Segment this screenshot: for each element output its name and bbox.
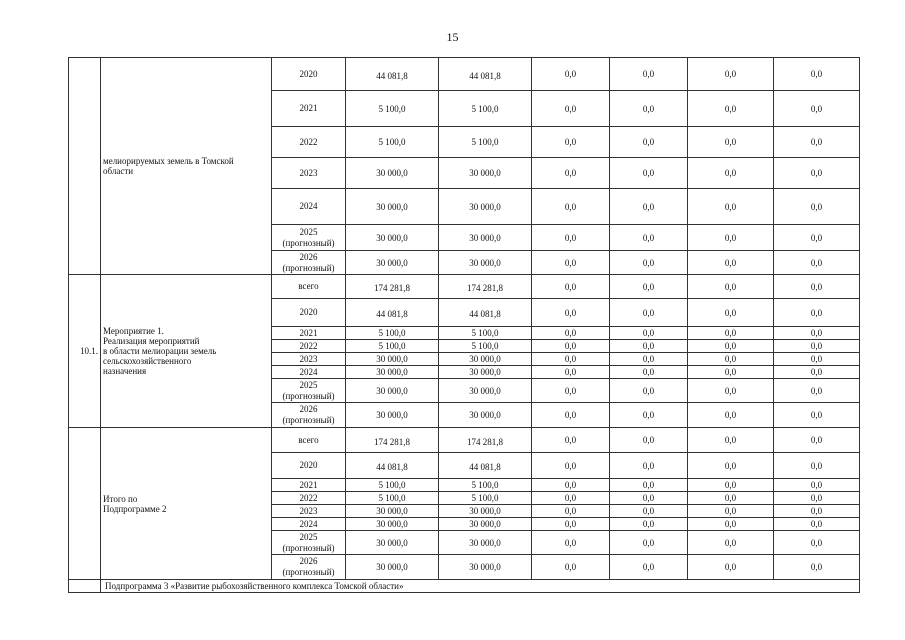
block-b-number-cell: [69, 275, 101, 428]
value-cell-c3: 0,0: [532, 379, 610, 403]
year-cell: [272, 340, 346, 353]
value-cell-fed: 30 000,0: [439, 403, 532, 428]
value-cell-c3: 0,0: [532, 225, 610, 251]
year-label: 2025: [299, 226, 318, 237]
value-cell-c4: 0,0: [610, 189, 688, 225]
value-cell-c5: 0,0: [688, 479, 774, 492]
value-cell-c5: 0,0: [688, 492, 774, 505]
value-cell-c5: 0,0: [688, 555, 774, 580]
value-cell-total: 30 000,0: [346, 158, 439, 189]
value-cell-c4: 0,0: [610, 379, 688, 403]
year-label: 2021: [299, 327, 318, 338]
year-label: всего: [298, 434, 319, 445]
year-label: 2024: [299, 201, 318, 211]
value-cell-c5: 0,0: [688, 251, 774, 275]
value-cell-c6: 0,0: [774, 275, 860, 299]
value-cell-fed: 30 000,0: [439, 379, 532, 403]
year-note: (прогнозный): [282, 262, 335, 273]
value-cell-fed: 30 000,0: [439, 505, 532, 518]
year-label: 2023: [299, 353, 318, 364]
value-cell-fed: 30 000,0: [439, 531, 532, 555]
value-cell-fed: 30 000,0: [439, 225, 532, 251]
year-cell: [272, 91, 346, 127]
value-cell-c6: 0,0: [774, 555, 860, 580]
value-cell-c5: 0,0: [688, 353, 774, 366]
value-cell-total: 44 081,8: [346, 453, 439, 479]
value-cell-fed: 44 081,8: [439, 453, 532, 479]
year-cell: [272, 518, 346, 531]
block-a-row: [69, 58, 860, 91]
year-label: 2023: [299, 167, 318, 178]
value-cell-total: 5 100,0: [346, 127, 439, 158]
value-cell-c3: 0,0: [532, 340, 610, 353]
year-note: (прогнозный): [282, 542, 335, 553]
value-cell-c6: 0,0: [774, 189, 860, 225]
value-cell-c4: 0,0: [610, 453, 688, 479]
value-cell-c3: 0,0: [532, 518, 610, 531]
value-cell-fed: 5 100,0: [439, 340, 532, 353]
value-cell-c3: 0,0: [532, 91, 610, 127]
value-cell-c4: 0,0: [610, 353, 688, 366]
value-cell-fed: 5 100,0: [439, 127, 532, 158]
value-cell-c3: 0,0: [532, 453, 610, 479]
value-cell-total: 30 000,0: [346, 555, 439, 580]
value-cell-c6: 0,0: [774, 91, 860, 127]
value-cell-c3: 0,0: [532, 479, 610, 492]
value-cell-c5: 0,0: [688, 58, 774, 91]
value-cell-total: 44 081,8: [346, 58, 439, 91]
year-cell: [272, 251, 346, 275]
item-name: Итого по Подпрограмме 2: [103, 493, 167, 514]
value-cell-c4: 0,0: [610, 127, 688, 158]
value-cell-total: 30 000,0: [346, 531, 439, 555]
value-cell-c5: 0,0: [688, 531, 774, 555]
subprogram-3-number-cell: [69, 580, 101, 593]
year-cell: [272, 531, 346, 555]
value-cell-c6: 0,0: [774, 366, 860, 379]
value-cell-c4: 0,0: [610, 403, 688, 428]
value-cell-c5: 0,0: [688, 127, 774, 158]
value-cell-fed: 30 000,0: [439, 366, 532, 379]
value-cell-c6: 0,0: [774, 225, 860, 251]
value-cell-fed: 174 281,8: [439, 275, 532, 299]
year-cell: [272, 225, 346, 251]
year-label: 2025: [299, 379, 318, 390]
year-cell: [272, 453, 346, 479]
year-cell: [272, 492, 346, 505]
value-cell-c6: 0,0: [774, 531, 860, 555]
page-number: 15: [446, 30, 459, 44]
value-cell-total: 5 100,0: [346, 340, 439, 353]
value-cell-fed: 5 100,0: [439, 492, 532, 505]
year-label: 2026: [299, 404, 318, 414]
value-cell-c6: 0,0: [774, 479, 860, 492]
year-note: (прогнозный): [282, 567, 335, 577]
value-cell-c4: 0,0: [610, 299, 688, 327]
value-cell-c6: 0,0: [774, 518, 860, 531]
value-cell-total: 5 100,0: [346, 91, 439, 127]
value-cell-c5: 0,0: [688, 91, 774, 127]
value-cell-total: 30 000,0: [346, 379, 439, 403]
value-cell-fed: 30 000,0: [439, 518, 532, 531]
value-cell-total: 30 000,0: [346, 189, 439, 225]
year-label: 2021: [299, 103, 318, 113]
value-cell-c5: 0,0: [688, 379, 774, 403]
value-cell-total: 174 281,8: [346, 275, 439, 299]
value-cell-total: 5 100,0: [346, 327, 439, 340]
value-cell-c3: 0,0: [532, 492, 610, 505]
value-cell-c4: 0,0: [610, 505, 688, 518]
value-cell-c5: 0,0: [688, 518, 774, 531]
year-cell: [272, 327, 346, 340]
year-cell: [272, 379, 346, 403]
value-cell-c3: 0,0: [532, 366, 610, 379]
value-cell-c5: 0,0: [688, 505, 774, 518]
value-cell-c6: 0,0: [774, 492, 860, 505]
value-cell-c3: 0,0: [532, 403, 610, 428]
value-cell-c3: 0,0: [532, 127, 610, 158]
value-cell-c6: 0,0: [774, 327, 860, 340]
year-cell: [272, 353, 346, 366]
value-cell-fed: 30 000,0: [439, 251, 532, 275]
value-cell-c6: 0,0: [774, 299, 860, 327]
value-cell-c6: 0,0: [774, 428, 860, 453]
value-cell-c4: 0,0: [610, 225, 688, 251]
value-cell-total: 174 281,8: [346, 428, 439, 453]
year-cell: [272, 428, 346, 453]
value-cell-c3: 0,0: [532, 555, 610, 580]
value-cell-c4: 0,0: [610, 158, 688, 189]
value-cell-c5: 0,0: [688, 158, 774, 189]
value-cell-total: 30 000,0: [346, 518, 439, 531]
value-cell-fed: 30 000,0: [439, 158, 532, 189]
value-cell-fed: 44 081,8: [439, 299, 532, 327]
value-cell-total: 30 000,0: [346, 505, 439, 518]
year-cell: [272, 505, 346, 518]
value-cell-fed: 5 100,0: [439, 479, 532, 492]
year-cell: [272, 189, 346, 225]
value-cell-c4: 0,0: [610, 555, 688, 580]
value-cell-c5: 0,0: [688, 225, 774, 251]
year-label: 2020: [299, 68, 318, 79]
value-cell-c4: 0,0: [610, 91, 688, 127]
value-cell-total: 44 081,8: [346, 299, 439, 327]
item-name: Мероприятие 1. Реализация мероприятий в области мелиорации земель сельскохозяйственного назначения: [103, 326, 217, 376]
value-cell-c6: 0,0: [774, 58, 860, 91]
value-cell-c6: 0,0: [774, 340, 860, 353]
value-cell-c3: 0,0: [532, 58, 610, 91]
block-c-row: [69, 428, 860, 453]
subprogram-3-row: [69, 580, 860, 593]
value-cell-c5: 0,0: [688, 340, 774, 353]
value-cell-c3: 0,0: [532, 251, 610, 275]
value-cell-fed: 44 081,8: [439, 58, 532, 91]
budget-table: [68, 57, 860, 593]
value-cell-fed: 30 000,0: [439, 555, 532, 580]
value-cell-c6: 0,0: [774, 158, 860, 189]
value-cell-c4: 0,0: [610, 340, 688, 353]
value-cell-c3: 0,0: [532, 327, 610, 340]
value-cell-c3: 0,0: [532, 428, 610, 453]
value-cell-c5: 0,0: [688, 453, 774, 479]
year-label: 2025: [299, 531, 318, 542]
year-cell: [272, 127, 346, 158]
year-label: 2026: [299, 251, 318, 262]
block-c-name-cell: [101, 428, 272, 580]
block-b-name-cell: [101, 275, 272, 428]
value-cell-c4: 0,0: [610, 366, 688, 379]
value-cell-c5: 0,0: [688, 428, 774, 453]
year-label: 2026: [299, 556, 318, 566]
item-number: 10.1.: [80, 346, 98, 356]
item-name: мелиорируемых земель в Томской области: [103, 156, 234, 176]
year-label: 2023: [299, 505, 318, 516]
value-cell-total: 5 100,0: [346, 479, 439, 492]
block-c-number-cell: [69, 428, 101, 580]
value-cell-c4: 0,0: [610, 518, 688, 531]
value-cell-c5: 0,0: [688, 189, 774, 225]
value-cell-total: 30 000,0: [346, 403, 439, 428]
value-cell-total: 30 000,0: [346, 353, 439, 366]
value-cell-c5: 0,0: [688, 275, 774, 299]
year-cell: [272, 158, 346, 189]
year-label: всего: [298, 281, 319, 291]
value-cell-fed: 30 000,0: [439, 353, 532, 366]
block-a-name-cell: [101, 58, 272, 275]
value-cell-c4: 0,0: [610, 479, 688, 492]
value-cell-c5: 0,0: [688, 403, 774, 428]
year-label: 2024: [299, 518, 318, 529]
value-cell-c3: 0,0: [532, 353, 610, 366]
year-cell: [272, 403, 346, 428]
value-cell-c4: 0,0: [610, 531, 688, 555]
value-cell-total: 30 000,0: [346, 251, 439, 275]
value-cell-c4: 0,0: [610, 428, 688, 453]
year-note: (прогнозный): [282, 390, 335, 401]
year-label: 2022: [299, 492, 318, 503]
year-label: 2020: [299, 307, 318, 317]
year-label: 2024: [299, 366, 318, 377]
year-cell: [272, 299, 346, 327]
year-label: 2020: [299, 460, 318, 470]
value-cell-c5: 0,0: [688, 327, 774, 340]
year-cell: [272, 275, 346, 299]
value-cell-fed: 174 281,8: [439, 428, 532, 453]
year-cell: [272, 479, 346, 492]
value-cell-total: 30 000,0: [346, 366, 439, 379]
value-cell-c4: 0,0: [610, 251, 688, 275]
value-cell-c6: 0,0: [774, 453, 860, 479]
value-cell-c3: 0,0: [532, 299, 610, 327]
value-cell-c6: 0,0: [774, 353, 860, 366]
year-note: (прогнозный): [282, 415, 335, 425]
value-cell-c6: 0,0: [774, 127, 860, 158]
block-a-number-cell: [69, 58, 101, 275]
value-cell-total: 5 100,0: [346, 492, 439, 505]
subprogram-3-title: Подпрограмма 3 «Развитие рыбохозяйственного комплекса Томской области»: [101, 580, 860, 593]
value-cell-c6: 0,0: [774, 403, 860, 428]
value-cell-fed: 30 000,0: [439, 189, 532, 225]
value-cell-c3: 0,0: [532, 275, 610, 299]
value-cell-c3: 0,0: [532, 189, 610, 225]
value-cell-c5: 0,0: [688, 299, 774, 327]
year-label: 2021: [299, 479, 318, 490]
year-cell: [272, 366, 346, 379]
value-cell-c3: 0,0: [532, 505, 610, 518]
year-label: 2022: [299, 136, 318, 147]
value-cell-c6: 0,0: [774, 505, 860, 518]
value-cell-total: 30 000,0: [346, 225, 439, 251]
year-cell: [272, 555, 346, 580]
value-cell-c6: 0,0: [774, 251, 860, 275]
value-cell-c4: 0,0: [610, 58, 688, 91]
value-cell-c4: 0,0: [610, 492, 688, 505]
value-cell-fed: 5 100,0: [439, 91, 532, 127]
year-note: (прогнозный): [282, 237, 335, 248]
value-cell-c3: 0,0: [532, 158, 610, 189]
value-cell-c6: 0,0: [774, 379, 860, 403]
block-b-row: [69, 275, 860, 299]
value-cell-c5: 0,0: [688, 366, 774, 379]
value-cell-c3: 0,0: [532, 531, 610, 555]
year-cell: [272, 58, 346, 91]
value-cell-c4: 0,0: [610, 275, 688, 299]
value-cell-fed: 5 100,0: [439, 327, 532, 340]
year-label: 2022: [299, 340, 318, 351]
value-cell-c4: 0,0: [610, 327, 688, 340]
